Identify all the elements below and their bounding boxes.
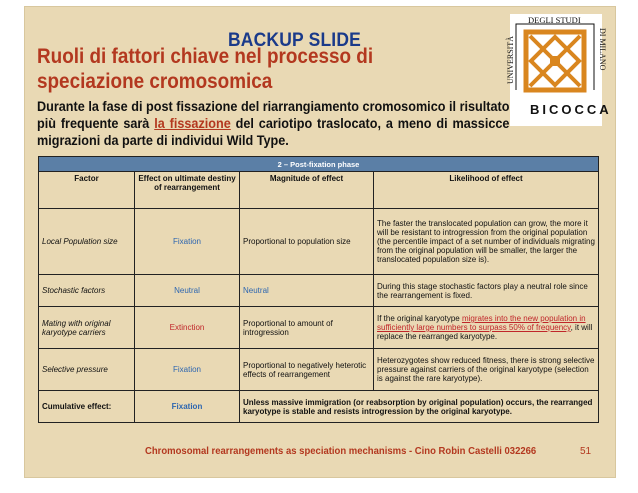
intro-highlight: la fissazione <box>154 116 231 131</box>
magnitude-cell: Proportional to amount of introgression <box>240 307 374 349</box>
table-row <box>39 307 599 349</box>
slide-footer: Chromosomal rearrangements as speciation mechanisms - Cino Robin Castelli 032266 <box>145 446 537 457</box>
likelihood-text-start: If the original karyotype <box>377 314 462 323</box>
intro-text-end: del cariotipo traslocato, a meno di massicce migrazioni da parte di individui Wild Type. <box>37 116 510 148</box>
slide-title: Ruoli di fattori chiave nel processo di speciazione cromosomica <box>37 45 374 93</box>
likelihood-highlight: migrates into the new population in sufficiently large numbers to surpass 50% of frequency <box>377 314 586 332</box>
likelihood-cell: Heterozygotes show reduced fitness, there is strong selective pressure against carriers of the original karyotype (selection is against the rare karyotype). <box>374 349 599 391</box>
intro-text-start: Durante la fase di post fissazione del riarrangiamento cromosomico il risultato più frequente sarà <box>37 99 510 131</box>
cumulative-effect: Fixation <box>135 391 240 423</box>
svg-text:UNIVERSITÀ: UNIVERSITÀ <box>506 36 515 84</box>
effect-cell: Extinction <box>135 307 240 349</box>
cumulative-text: Unless massive immigration (or reabsorption by original population) occurs, the rearranged karyotype is stable and resists introgression by the original karyotype. <box>240 391 599 423</box>
likelihood-cell: The faster the translocated population can grow, the more it will be resistant to introgression from the original population (the percentile impact of a set number of individuals migrating from the original population will be smaller, the larger the translocated population size is). <box>374 209 599 275</box>
phase-header: 2 – Post-fixation phase <box>39 157 599 172</box>
table-row <box>39 349 599 391</box>
effect-cell: Fixation <box>135 349 240 391</box>
likelihood-cell <box>374 307 599 349</box>
page-number: 51 <box>580 446 592 457</box>
factor-cell: Local Population size <box>39 209 135 275</box>
table-row <box>39 209 599 275</box>
factor-cell: Selective pressure <box>39 349 135 391</box>
magnitude-cell: Proportional to population size <box>240 209 374 275</box>
likelihood-cell: During this stage stochastic factors play a neutral role since the rearrangement is fixed. <box>374 275 599 307</box>
logo-wordmark: BICOCCA <box>530 102 612 117</box>
table-row <box>39 275 599 307</box>
header-likelihood: Likelihood of effect <box>374 172 599 209</box>
university-logo <box>506 14 612 126</box>
header-effect: Effect on ultimate destiny of rearrangement <box>135 172 240 209</box>
effect-cell: Neutral <box>135 275 240 307</box>
header-magnitude: Magnitude of effect <box>240 172 374 209</box>
intro-paragraph <box>37 98 509 149</box>
factor-cell: Stochastic factors <box>39 275 135 307</box>
cumulative-label: Cumulative effect: <box>39 391 135 423</box>
effect-cell: Fixation <box>135 209 240 275</box>
likelihood-text-end: , it will replace the rearranged karyotype. <box>377 323 593 341</box>
cumulative-row <box>39 391 599 423</box>
magnitude-cell: Proportional to negatively heterotic effects of rearrangement <box>240 349 374 391</box>
svg-text:DI MILANO: DI MILANO <box>598 28 607 71</box>
svg-text:DEGLI STUDI: DEGLI STUDI <box>528 15 581 25</box>
table-header-row <box>39 172 599 209</box>
magnitude-cell: Neutral <box>240 275 374 307</box>
backup-label: BACKUP SLIDE <box>228 30 362 51</box>
header-factor: Factor <box>39 172 135 209</box>
factors-table <box>38 156 599 423</box>
factor-cell: Mating with original karyotype carriers <box>39 307 135 349</box>
